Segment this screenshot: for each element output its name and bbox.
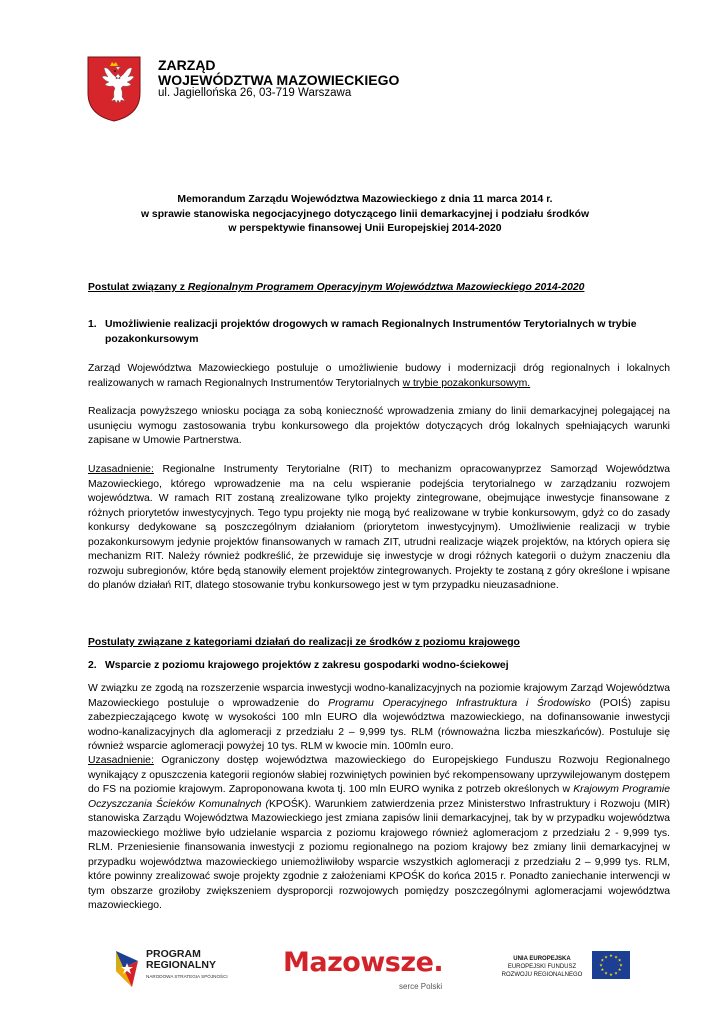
eu-line3: ROZWOJU REGIONALNEGO bbox=[501, 972, 583, 978]
section2-heading: Postulaty związane z kategoriami działań do realizacji ze środków z poziomu krajowego bbox=[88, 637, 520, 648]
section1-justification-label: Uzasadnienie: bbox=[88, 464, 154, 475]
section2-justification-program: Krajowym Programie Oczyszczania Ścieków Komunalnych ( bbox=[88, 784, 670, 810]
section2-justification-b: KPOŚK). Warunkiem zatwierdzenia przez Ministerstwo Infrastruktury i Rozwoju (MIR) stanowiska Zarządu Województwa Mazowieckiego jest zmiana zapisów linii demarkacyjnej, tak by w przypadku województwa mazowieckiego możliwe było udzielanie wsparcia z poziomu krajowego również aglomeracjom z przedziału 2 - 9,999 tys. RLM. Przeniesienie finansowania inwestycji z poziomu regionalnego na poziom krajowy bez zmiany linii demarkacyjnej w przypadku województwa mazowieckiego uniemożliwiłoby wsparcie wszystkich aglomeracji z przedziału 2 – 9,999 tys. RLM, które powinny zrealizować swoje projekty zgodnie z założeniami KPOŚK do końca 2015 r. Ponadto zaniechanie interwencji w tym obszarze groziłoby zwiększeniem dysproporcji rozwojowych pomiędzy poszczególnymi aglomeracjami województwa mazowieckiego. bbox=[88, 798, 670, 911]
organization-name bbox=[158, 58, 399, 88]
section1-paragraph1 bbox=[88, 362, 670, 391]
eu-flag-icon bbox=[592, 951, 630, 979]
section2-item-number: 2. bbox=[88, 660, 97, 671]
section1-paragraph2: Realizacja powyższego wniosku pociąga za sobą konieczność wprowadzenia zmiany do linii demarkacyjnej polegającej na usunięciu wymogu zastosowania trybu konkursowego dla projektów dotyczących dróg lokalnych spełniających warunki zapisane w Umowie Partnerstwa. bbox=[88, 406, 670, 446]
section1-heading-prefix: Postulat związany z bbox=[88, 282, 188, 293]
section2-paragraph1-a: W związku ze zgodą na rozszerzenie wsparcia inwestycji wodno-kanalizacyjnych na poziomie krajowym Zarząd Województwa Mazowieckiego postuluje o wprowadzenie do bbox=[88, 683, 670, 709]
svg-text:★: ★ bbox=[617, 967, 622, 973]
section1-heading bbox=[88, 281, 670, 296]
section2-paragraph1 bbox=[88, 682, 670, 755]
svg-text:★: ★ bbox=[614, 970, 618, 976]
star-flag-icon bbox=[112, 949, 142, 989]
svg-text:★: ★ bbox=[614, 954, 618, 960]
section1-item-heading bbox=[88, 318, 670, 347]
program-regionalny-line1: PROGRAM bbox=[146, 948, 201, 960]
section1-item-title: Umożliwienie realizacji projektów drogowych w ramach Regionalnych Instrumentów Terytorialnych w trybie pozakonkursowym bbox=[105, 319, 637, 345]
section1-justification bbox=[88, 463, 670, 594]
section2-justification-a: Ograniczony dostęp województwa mazowieckiego do Europejskiego Funduszu Rozwoju Regionalnego wynikający z opuszczenia kategorii regionów słabiej rozwiniętych powinien być rekompensowany uprzywilejowanym dostępem do FS na poziomie krajowym. Zaproponowana kwota tj. 100 mln EURO wynika z potrzeb określonych w bbox=[88, 755, 670, 795]
section2-paragraph1-program: Programu Operacyjnego Infrastruktura i Środowisko bbox=[328, 697, 591, 709]
memo-title-line2: w sprawie stanowiska negocjacyjnego dotyczącego linii demarkacyjnej i podziału środków bbox=[140, 208, 590, 220]
section2-item-heading bbox=[88, 659, 670, 674]
eu-line2: EUROPEJSKI FUNDUSZ bbox=[507, 964, 577, 970]
section2-item-title: Wsparcie z poziomu krajowego projektów z zakresu gospodarki wodno-ściekowej bbox=[105, 660, 509, 671]
svg-text:★: ★ bbox=[600, 957, 605, 963]
mazowsze-tagline: serce Polski bbox=[399, 982, 443, 991]
section2-justification-label: Uzasadnienie: bbox=[88, 755, 154, 766]
program-regionalny-logo bbox=[112, 945, 247, 995]
program-regionalny-line2: REGIONALNY bbox=[146, 959, 217, 971]
eu-logo bbox=[496, 945, 636, 995]
section2-justification bbox=[88, 754, 670, 914]
section1-item-number: 1. bbox=[88, 319, 97, 330]
coat-of-arms-icon bbox=[86, 55, 142, 123]
svg-text:★: ★ bbox=[609, 953, 613, 958]
svg-text:★: ★ bbox=[609, 971, 613, 977]
section1-heading-program: Regionalnym Programem Operacyjnym Województwa Mazowieckiego 2014-2020 bbox=[187, 282, 585, 293]
section1-justification-text: Regionalne Instrumenty Terytorialne (RIT) to mechanizm opracowanyprzez Samorząd Województwa Mazowieckiego, którego wprowadzenie ma na celu wspieranie podejścia terytorialnego w zarządzaniu rozwojem województwa. W ramach RIT zostaną zrealizowane tylko projekty zintegrowane, obejmujące inwestycje finansowane z różnych priorytetów inwestycyjnych. Tego typu projekty nie mogą być realizowane w trybie konkursowym, gdyż co do zasady konkursy dedykowane są poszczególnym działaniom (priorytetom inwestycyjnym). Umożliwienie realizacji w trybie pozakonkursowym jedynie projektów finansowanych w ramach ZIT, utrudni realizacje wiązek projektów, na których opiera się mechanizm RIT. Należy również podkreślić, że przewiduje się inwestycje w drogi różnych kategorii o dużym znaczeniu dla rozwoju subregionów, które będą stanowiły element projektów zintegrowanych. Projekty te zostaną z góry określone i wpisane do planów działań RIT, dlatego stosowanie trybu konkursowego jest w tym przypadku nieuzasadnione. bbox=[88, 464, 670, 591]
section1-paragraph1-underlined: w trybie pozakonkursowym. bbox=[402, 377, 531, 389]
mazowsze-wordmark: Mazowsze. bbox=[283, 947, 444, 978]
organization-address: ul. Jagiellońska 26, 03-719 Warszawa bbox=[158, 87, 352, 99]
organization-name-line2: WOJEWÓDZTWA MAZOWIECKIEGO bbox=[158, 72, 400, 88]
svg-text:★: ★ bbox=[604, 970, 608, 976]
memo-title-line1: Memorandum Zarządu Województwa Mazowieckiego z dnia 11 marca 2014 r. bbox=[177, 194, 553, 205]
svg-text:★: ★ bbox=[599, 962, 603, 968]
organization-name-line1: ZARZĄD bbox=[158, 57, 216, 73]
memo-title bbox=[60, 193, 670, 237]
eu-line1: UNIA EUROPEJSKA bbox=[513, 956, 571, 962]
svg-text:★: ★ bbox=[604, 954, 608, 960]
program-regionalny-line3: NARODOWA STRATEGIA SPÓJNOŚCI bbox=[146, 974, 228, 979]
svg-text:★: ★ bbox=[600, 967, 605, 973]
svg-text:★: ★ bbox=[617, 957, 622, 963]
section2-paragraph1-b: (POIŚ) zapisu zabezpieczającego kwotę w wysokości 100 mln EURO dla województwa mazowieckiego, na dofinansowanie inwestycji wodno-kanalizacyjnych dla aglomeracji z przedziału 2 – 9,999 tys. RLM (równoważna liczba mieszkańców). Postuluje się również wsparcie aglomeracji powyżej 10 tys. RLM w kwocie min. 100mln euro. bbox=[88, 697, 671, 752]
svg-text:★: ★ bbox=[619, 962, 623, 968]
memo-title-line3: w perspektywie finansowej Unii Europejskiej 2014-2020 bbox=[228, 223, 502, 234]
section1-paragraph1-text: Zarząd Województwa Mazowieckiego postuluje o umożliwienie budowy i modernizacji dróg regionalnych i lokalnych realizowanych w ramach Regionalnych Instrumentów Terytorialnych bbox=[88, 363, 670, 389]
mazowsze-logo bbox=[283, 945, 463, 995]
